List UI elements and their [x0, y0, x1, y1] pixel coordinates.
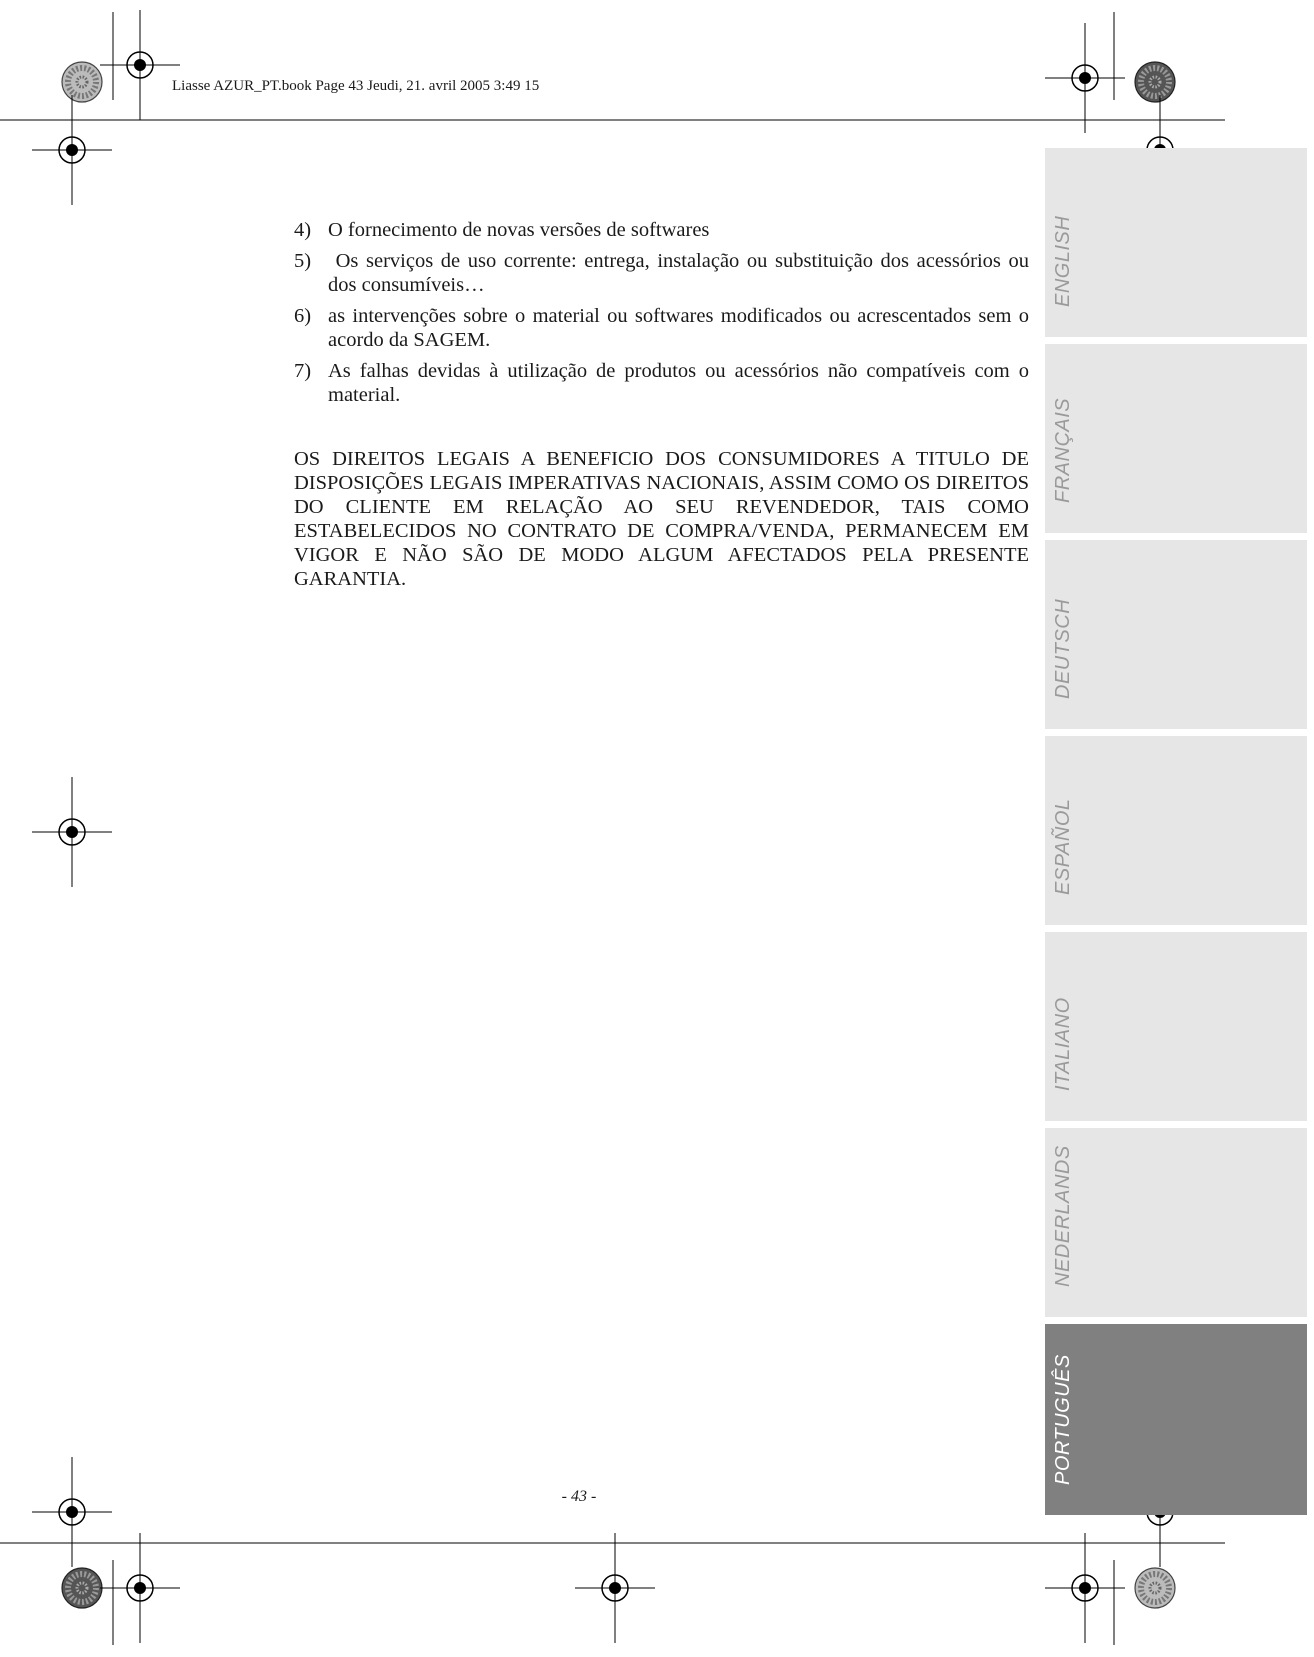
- tab-label: ITALIANO: [1052, 997, 1074, 1091]
- list-item-number: 7): [294, 360, 312, 382]
- page-content: [294, 218, 1035, 612]
- tab-label-wrapper: [1045, 1325, 1081, 1485]
- exclusions-list: [294, 218, 1035, 407]
- list-item-number: 5): [294, 250, 312, 272]
- list-item-text: as intervenções sobre o material ou softwares modificados ou acrescentados sem o acordo da SAGEM.: [328, 305, 1035, 351]
- tab-español[interactable]: [1045, 736, 1307, 925]
- tab-label-wrapper: [1045, 539, 1081, 699]
- list-item-number: 6): [294, 305, 312, 327]
- tab-italiano[interactable]: [1045, 932, 1307, 1121]
- legal-notice: OS DIREITOS LEGAIS A BENEFICIO DOS CONSUMIDORES A TITULO DE DISPOSIÇÕES LEGAIS IMPERATIVAS NACIONAIS, ASSIM COMO OS DIREITOS DO CLIENTE EM RELAÇÃO AO SEU REVENDEDOR, TAIS COMO ESTABELECIDOS NO CONTRATO DE COMPRA/VENDA, PERMANECEM EM VIGOR E NÃO SÃO DE MODO ALGUM AFECTADOS PELA PRESENTE GARANTIA.: [294, 448, 1029, 590]
- list-item-text: As falhas devidas à utilização de produtos ou acessórios não compatíveis com o material.: [328, 360, 1035, 406]
- tab-français[interactable]: [1045, 344, 1307, 533]
- list-item: [294, 218, 1029, 242]
- tab-label-wrapper: [1045, 1127, 1081, 1287]
- list-item-number: 4): [294, 219, 312, 241]
- tab-label-wrapper: [1045, 931, 1081, 1091]
- tab-label: ENGLISH: [1052, 215, 1074, 307]
- tab-label: FRANÇAIS: [1052, 397, 1074, 503]
- tab-label-wrapper: [1045, 343, 1081, 503]
- book-file-info: Liasse AZUR_PT.book Page 43 Jeudi, 21. avril 2005 3:49 15: [172, 78, 540, 94]
- page-number: - 43 -: [561, 1488, 597, 1505]
- list-item: [294, 304, 1035, 352]
- tab-label: ESPAÑOL: [1052, 798, 1074, 895]
- tab-label: NEDERLANDS: [1052, 1145, 1074, 1287]
- tab-english[interactable]: [1045, 148, 1307, 337]
- tab-português[interactable]: [1045, 1324, 1307, 1515]
- tab-label: DEUTSCH: [1052, 598, 1074, 699]
- list-item: [294, 359, 1035, 407]
- tab-label-wrapper: [1045, 147, 1081, 307]
- tab-label-wrapper: [1045, 735, 1081, 895]
- list-item: [294, 249, 1035, 297]
- tab-label: PORTUGUÊS: [1052, 1354, 1074, 1485]
- tab-nederlands[interactable]: [1045, 1128, 1307, 1317]
- tab-deutsch[interactable]: [1045, 540, 1307, 729]
- language-tabs: [1045, 148, 1307, 1522]
- list-item-text: Os serviços de uso corrente: entrega, instalação ou substituição dos acessórios ou dos consumíveis…: [328, 250, 1035, 296]
- list-item-text: O fornecimento de novas versões de softwares: [328, 219, 710, 241]
